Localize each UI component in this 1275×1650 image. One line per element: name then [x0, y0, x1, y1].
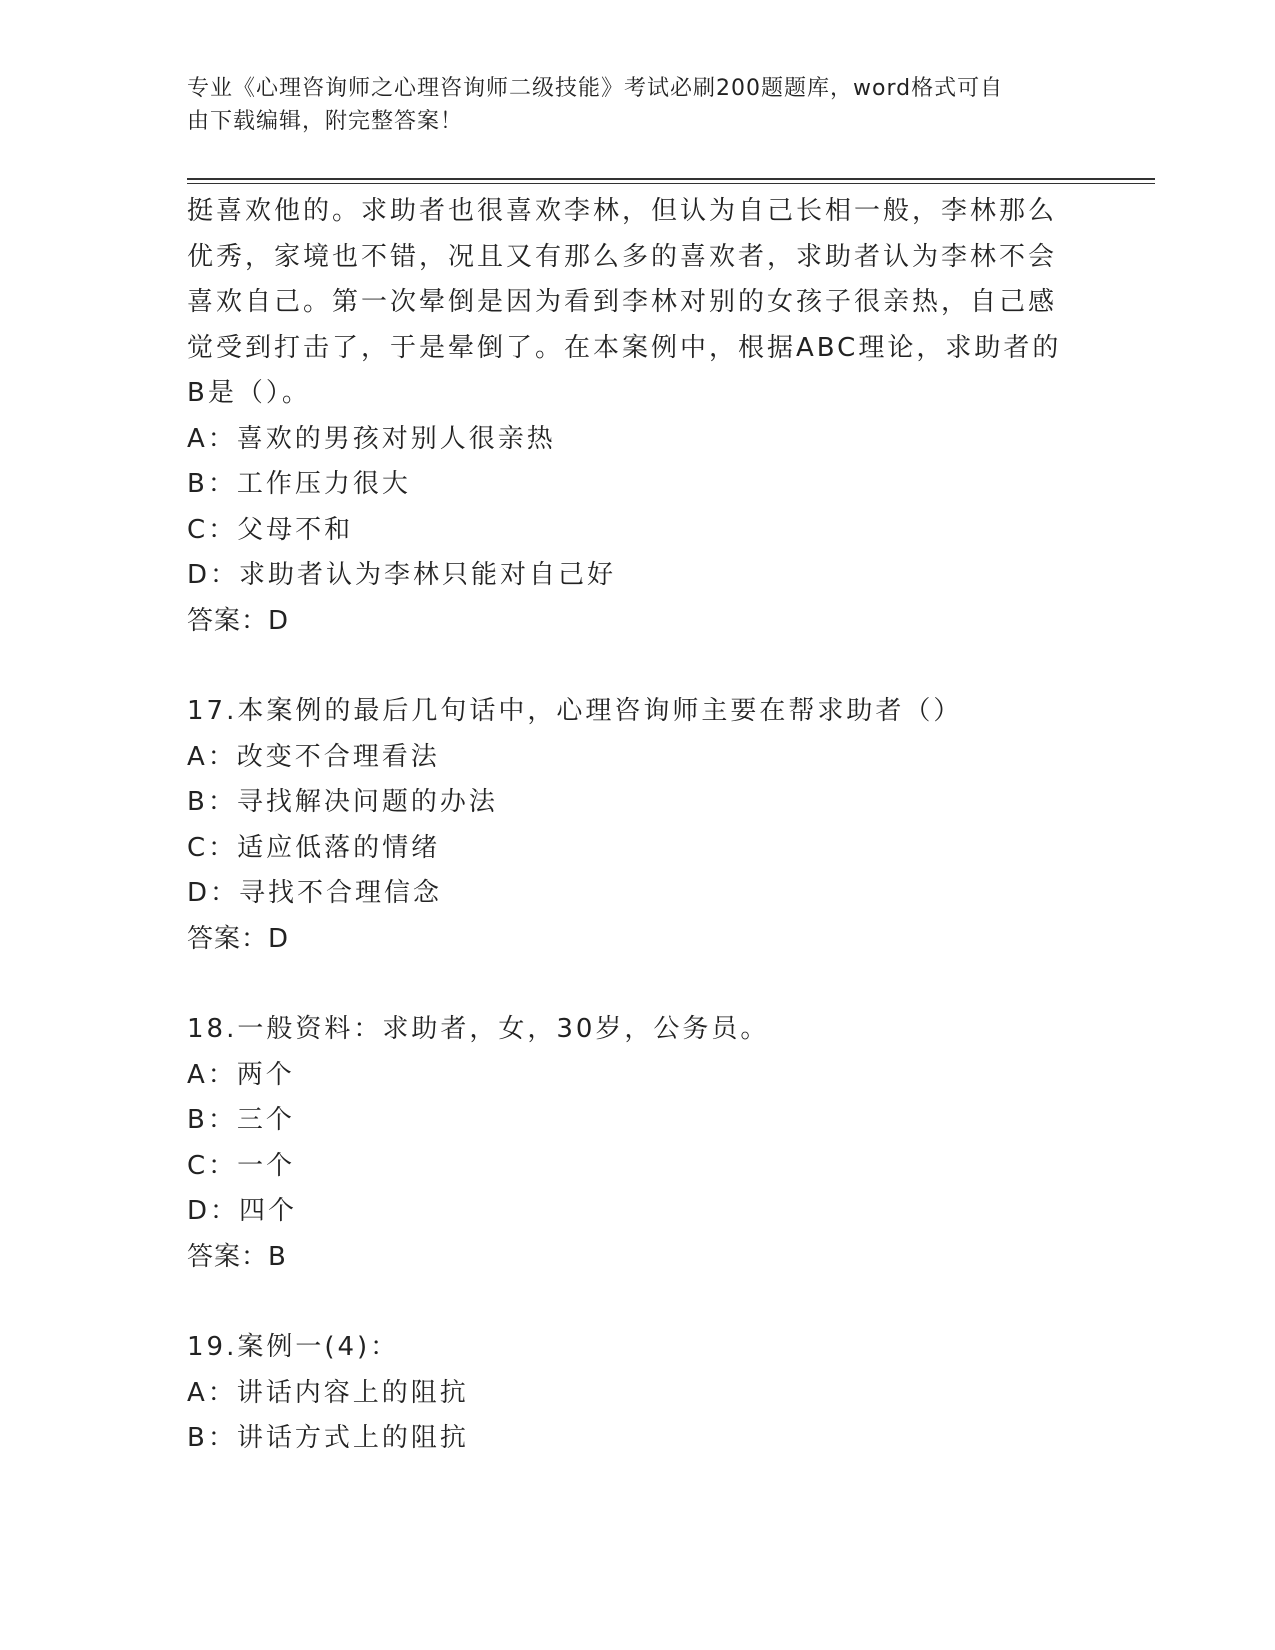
question-stem: 17.本案例的最后几句话中，心理咨询师主要在帮求助者（）: [187, 696, 963, 726]
question-18: [187, 1007, 1067, 1280]
question-text-line: 挺喜欢他的。求助者也很喜欢李林，但认为自己长相一般，李林那么: [187, 196, 1058, 226]
option-a: A：两个: [187, 1059, 295, 1090]
option-b: B：工作压力很大: [187, 469, 411, 499]
header-rule-thin: [187, 183, 1155, 184]
option-a: A：喜欢的男孩对别人很亲热: [187, 423, 556, 454]
header-line-2: 由下载编辑，附完整答案！: [187, 109, 464, 134]
option-d: D：求助者认为李林只能对自己好: [187, 560, 617, 590]
question-16-continued: [187, 189, 1067, 644]
question-stem: 18.一般资料：求助者，女，30岁，公务员。: [187, 1014, 770, 1044]
option-d: D：四个: [187, 1196, 298, 1226]
document-header: [187, 72, 1067, 138]
option-b: B：寻找解决问题的办法: [187, 787, 498, 817]
option-c: C：一个: [187, 1150, 296, 1181]
question-19: [187, 1325, 1067, 1462]
question-text-line: B是（）。: [187, 378, 311, 408]
option-b: B：讲话方式上的阻抗: [187, 1423, 469, 1453]
header-line-1: 专业《心理咨询师之心理咨询师二级技能》考试必刷200题题库，word格式可自: [187, 76, 1004, 101]
answer: 答案：D: [187, 923, 290, 954]
option-b: B：三个: [187, 1105, 295, 1135]
header-rule: [187, 178, 1155, 180]
option-d: D：寻找不合理信念: [187, 878, 443, 908]
answer: 答案：D: [187, 605, 290, 636]
question-text-line: 喜欢自己。第一次晕倒是因为看到李林对别的女孩子很亲热，自己感: [187, 287, 1058, 317]
document-body: [187, 189, 1067, 1462]
option-c: C：父母不和: [187, 514, 354, 545]
option-a: A：讲话内容上的阻抗: [187, 1377, 469, 1408]
question-stem: 19.案例一(4)：: [187, 1332, 400, 1362]
answer: 答案：B: [187, 1241, 287, 1272]
question-17: [187, 689, 1067, 962]
question-text-line: 优秀，家境也不错，况且又有那么多的喜欢者，求助者认为李林不会: [187, 241, 1058, 272]
question-text-line: 觉受到打击了，于是晕倒了。在本案例中，根据ABC理论，求助者的: [187, 332, 1062, 363]
option-a: A：改变不合理看法: [187, 741, 440, 772]
option-c: C：适应低落的情绪: [187, 832, 441, 863]
